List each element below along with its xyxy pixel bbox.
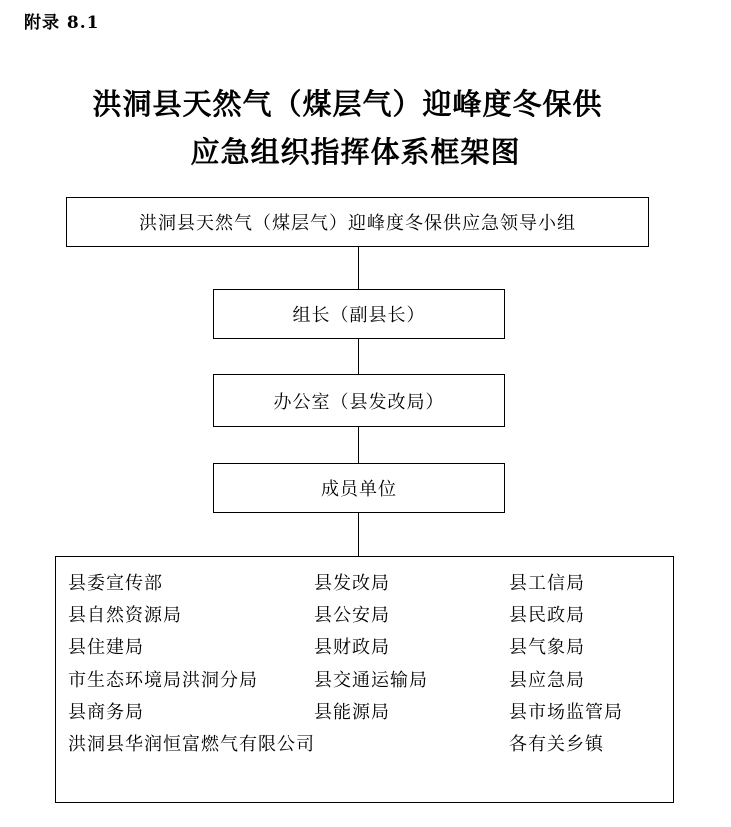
member-unit: 洪洞县华润恒富燃气有限公司 bbox=[68, 734, 315, 755]
diagram-title-line2: 应急组织指挥体系框架图 bbox=[190, 135, 521, 169]
member-unit: 县商务局 bbox=[68, 702, 144, 723]
member-unit: 各有关乡镇 bbox=[509, 734, 604, 755]
member-units-label: 成员单位 bbox=[321, 479, 397, 500]
member-unit: 县气象局 bbox=[509, 637, 585, 658]
member-unit: 县财政局 bbox=[314, 637, 390, 658]
member-unit: 县自然资源局 bbox=[68, 605, 182, 626]
member-unit: 县发改局 bbox=[314, 573, 390, 594]
connector-line bbox=[358, 513, 359, 556]
diagram-title-line1: 洪洞县天然气（煤层气）迎峰度冬保供 bbox=[92, 87, 603, 121]
leading-group-node bbox=[66, 197, 649, 247]
member-unit: 县委宣传部 bbox=[68, 573, 163, 594]
member-unit: 县工信局 bbox=[509, 573, 585, 594]
member-unit: 县市场监管局 bbox=[509, 702, 623, 723]
member-unit: 市生态环境局洪洞分局 bbox=[68, 670, 258, 691]
leading-group-label: 洪洞县天然气（煤层气）迎峰度冬保供应急领导小组 bbox=[139, 213, 576, 234]
member-unit: 县民政局 bbox=[509, 605, 585, 626]
leader-label: 组长（副县长） bbox=[292, 305, 426, 326]
member-list-box bbox=[55, 556, 674, 803]
connector-line bbox=[358, 247, 359, 289]
office-node bbox=[213, 374, 505, 427]
connector-line bbox=[358, 339, 359, 374]
member-unit: 县能源局 bbox=[314, 702, 390, 723]
appendix-label: 附录 8.1 bbox=[24, 13, 100, 33]
office-label: 办公室（县发改局） bbox=[273, 391, 445, 413]
member-units-node bbox=[213, 463, 505, 513]
member-unit: 县公安局 bbox=[314, 605, 390, 626]
leader-node bbox=[213, 289, 505, 339]
connector-line bbox=[358, 427, 359, 463]
member-unit: 县住建局 bbox=[68, 637, 144, 658]
member-unit: 县交通运输局 bbox=[314, 670, 428, 691]
member-unit: 县应急局 bbox=[509, 670, 585, 691]
